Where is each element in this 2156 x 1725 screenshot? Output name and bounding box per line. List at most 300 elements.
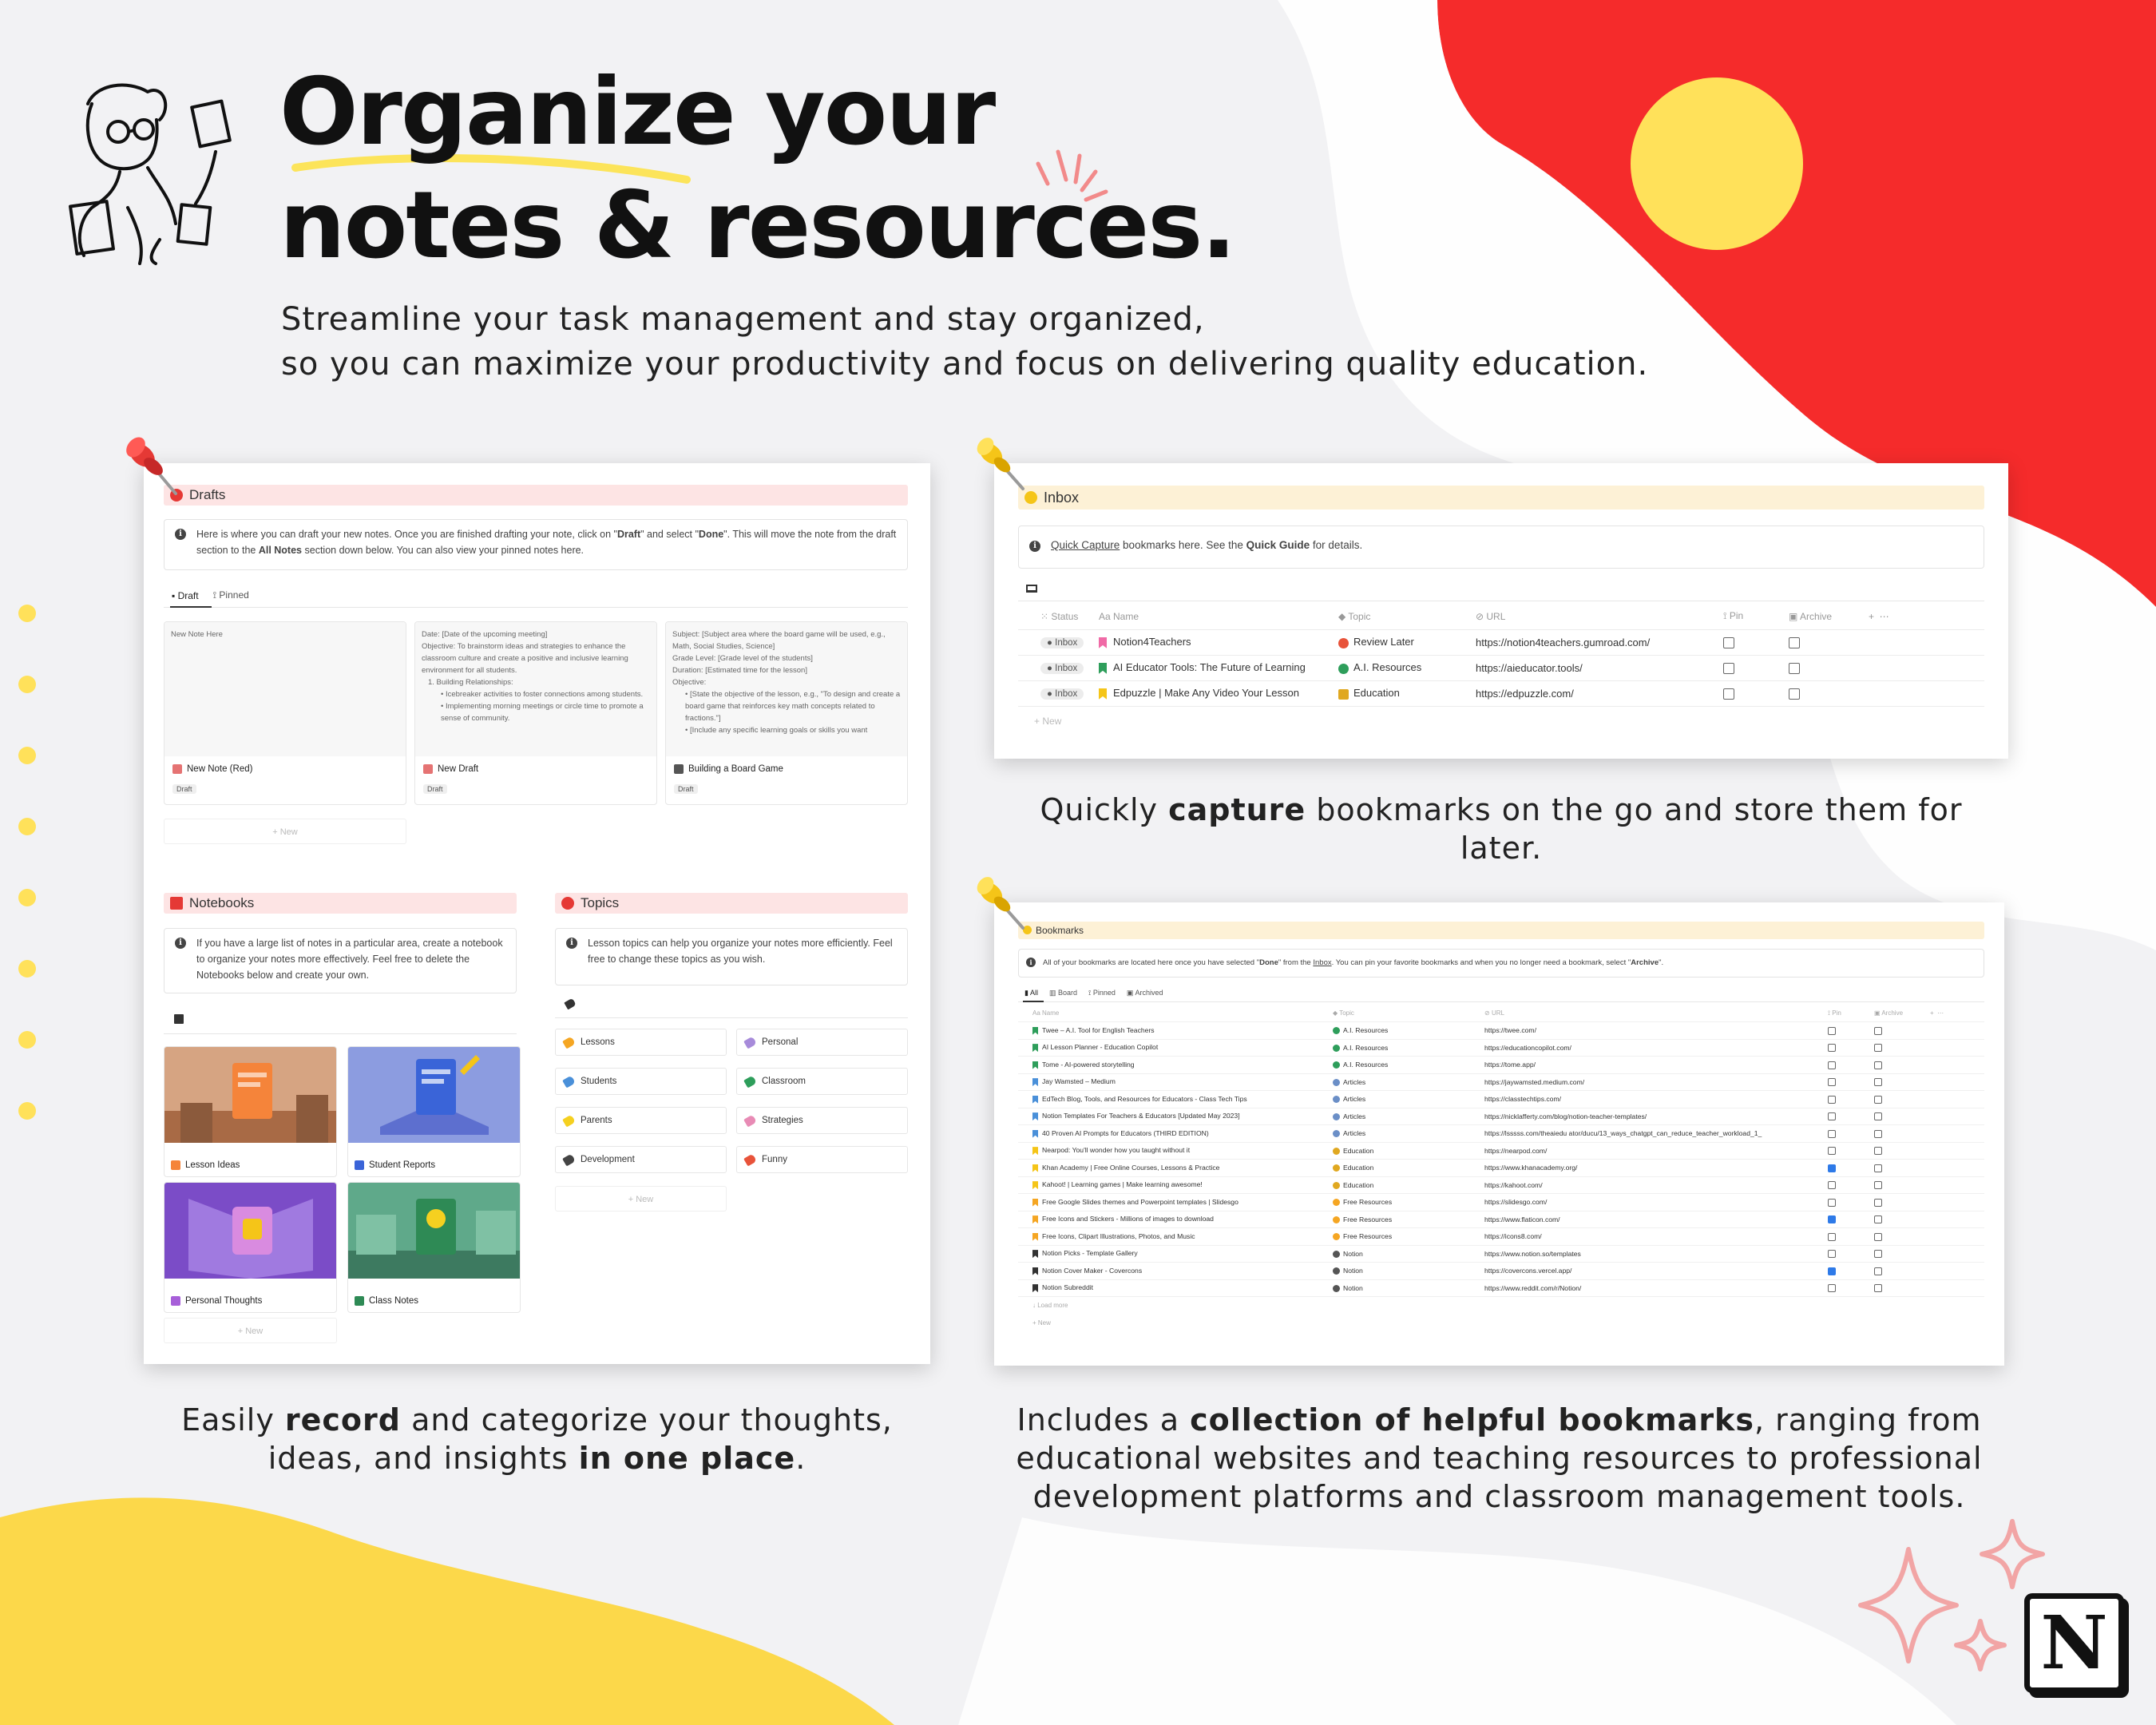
- column-pin[interactable]: ⟟ Pin: [1718, 604, 1784, 629]
- add-column-button[interactable]: + ⋯: [1864, 604, 1984, 629]
- archive-checkbox[interactable]: [1874, 1164, 1882, 1172]
- notebook-card[interactable]: [347, 1182, 521, 1313]
- title-text: New Draft: [438, 764, 479, 774]
- column-pin[interactable]: ⟟ Pin: [1825, 1005, 1871, 1022]
- table-header-row: [1018, 604, 1984, 629]
- bookmark-icon: [1032, 1130, 1038, 1138]
- tab-draft[interactable]: ▪ Draft: [172, 589, 199, 601]
- notes-caption: [144, 1401, 930, 1477]
- topic-icon: [1333, 1199, 1340, 1206]
- preview-line: Subject: [Subject area where the board game will be used, e.g., Math, Social Studies, Science]: [672, 630, 886, 651]
- bookmark-icon: [1099, 663, 1107, 674]
- red-note-icon: [172, 764, 182, 774]
- topic-text: A.I. Resources: [1343, 1026, 1389, 1035]
- preview-line: 1. Building Relationships:: [428, 678, 513, 687]
- topic-text: Free Resources: [1343, 1198, 1393, 1207]
- archive-checkbox[interactable]: [1874, 1061, 1882, 1069]
- label-text: Lesson Ideas: [185, 1160, 240, 1170]
- table-row[interactable]: [1018, 1245, 1984, 1263]
- bookmark-icon: [1032, 1078, 1038, 1086]
- yellow-pushpin-icon: [970, 433, 1034, 497]
- notebooks-new-button[interactable]: + New: [164, 1318, 337, 1343]
- table-row[interactable]: [1018, 1073, 1984, 1091]
- pin-checkbox[interactable]: [1828, 1061, 1836, 1069]
- topic-classroom[interactable]: [736, 1068, 908, 1095]
- callout-text: Lesson topics can help you organize your notes more efficiently. Feel free to change these topics as you wish.: [588, 938, 893, 965]
- archive-checkbox[interactable]: [1874, 1199, 1882, 1207]
- caption-line3: development platforms and classroom management tools.: [1032, 1479, 1966, 1514]
- topic-icon: [1333, 1045, 1340, 1052]
- url-cell[interactable]: https://www.khanacademy.org/: [1481, 1160, 1825, 1177]
- archive-checkbox[interactable]: [1874, 1027, 1882, 1035]
- name-text: EdTech Blog, Tools, and Resources for Educators - Class Tech Tips: [1042, 1094, 1247, 1103]
- add-column-button[interactable]: + ⋯: [1927, 1005, 1984, 1022]
- pin-checkbox[interactable]: [1723, 637, 1734, 648]
- caption-line1: [994, 1401, 2004, 1439]
- column-label: Pin: [1832, 1009, 1841, 1017]
- drafts-header: [164, 485, 908, 506]
- board-game-icon: [674, 764, 684, 774]
- topic-students[interactable]: [555, 1068, 727, 1095]
- books-orange-image: [164, 1047, 337, 1143]
- tag-icon: [743, 1153, 757, 1166]
- pin-checkbox[interactable]: [1723, 688, 1734, 700]
- topic-strategies[interactable]: [736, 1107, 908, 1134]
- column-label: Pin: [1729, 610, 1744, 622]
- table-row[interactable]: [1018, 1108, 1984, 1125]
- table-row[interactable]: [1018, 1091, 1984, 1108]
- archive-checkbox[interactable]: [1874, 1267, 1882, 1275]
- name-cell[interactable]: [1094, 629, 1334, 655]
- label-text: Personal Thoughts: [185, 1296, 263, 1306]
- name-cell[interactable]: [1018, 1211, 1330, 1228]
- bookmark-icon: [1032, 1181, 1038, 1189]
- column-status[interactable]: ⁙ Status: [1018, 604, 1094, 629]
- drafts-new-button[interactable]: + New: [164, 819, 406, 844]
- url-cell[interactable]: https://jaywamsted.medium.com/: [1481, 1073, 1825, 1091]
- caption-text: .: [795, 1441, 807, 1476]
- name-text: Notion Picks - Template Gallery: [1042, 1249, 1138, 1258]
- pin-checkbox[interactable]: [1828, 1147, 1836, 1155]
- name-cell[interactable]: [1018, 1263, 1330, 1280]
- name-cell[interactable]: [1018, 1279, 1330, 1297]
- topic-cell[interactable]: [1330, 1125, 1481, 1143]
- tab-active-underline: [170, 606, 212, 608]
- tag-icon: [562, 1075, 576, 1088]
- table-row[interactable]: [1018, 1022, 1984, 1040]
- topic-cell[interactable]: [1330, 1279, 1481, 1297]
- topic-icon: [1333, 1148, 1340, 1155]
- pin-checkbox[interactable]: [1828, 1027, 1836, 1035]
- callout-bold: Done: [698, 529, 724, 540]
- name-text: AI Lesson Planner - Education Copilot: [1042, 1043, 1159, 1052]
- topic-cell[interactable]: [1330, 1091, 1481, 1108]
- topic-icon: [1333, 1285, 1340, 1292]
- topic-personal[interactable]: [736, 1029, 908, 1056]
- url-cell[interactable]: https://www.notion.so/templates: [1481, 1245, 1825, 1263]
- url-cell[interactable]: https://www.flaticon.com/: [1481, 1211, 1825, 1228]
- info-icon: i: [566, 938, 577, 949]
- url-cell[interactable]: https://tome.app/: [1481, 1057, 1825, 1074]
- pin-checkbox[interactable]: [1828, 1284, 1836, 1292]
- name-text: Kahoot! | Learning games | Make learning awesome!: [1042, 1180, 1203, 1189]
- notebooks-callout: [164, 928, 517, 993]
- url-cell[interactable]: https://kahoot.com/: [1481, 1176, 1825, 1194]
- pin-checkbox[interactable]: [1828, 1164, 1836, 1172]
- table-row[interactable]: [1018, 680, 1984, 706]
- topic-label: Personal: [762, 1037, 799, 1047]
- name-text: Free Google Slides themes and Powerpoint templates | Slidesgo: [1042, 1197, 1239, 1206]
- topic-icon: [1333, 1267, 1340, 1275]
- tag-icon: [562, 1036, 576, 1049]
- archive-checkbox[interactable]: [1874, 1147, 1882, 1155]
- archive-checkbox[interactable]: [1789, 663, 1800, 674]
- caption-bold: in one place: [578, 1441, 796, 1476]
- column-label: Archive: [1881, 1009, 1904, 1017]
- bookmark-icon: [1032, 1044, 1038, 1052]
- tab-archived[interactable]: ▣ Archived: [1126, 989, 1163, 997]
- archive-checkbox[interactable]: [1874, 1181, 1882, 1189]
- bookmarks-callout: [1018, 949, 1984, 978]
- callout-text: ". This will move the note from the draft section to the: [196, 529, 897, 556]
- bookmarks-new-button[interactable]: + New: [1032, 1319, 1051, 1326]
- archive-checkbox[interactable]: [1874, 1096, 1882, 1104]
- table-row[interactable]: [1018, 1194, 1984, 1211]
- topic-icon: [1333, 1061, 1340, 1069]
- pin-checkbox[interactable]: [1828, 1267, 1836, 1275]
- preview-line: Grade Level: [Grade level of the students]: [672, 654, 813, 663]
- quick-capture-link[interactable]: Quick Capture: [1051, 539, 1120, 551]
- tab-label: Pinned: [1092, 989, 1116, 997]
- topic-cell[interactable]: [1334, 655, 1471, 680]
- table-row[interactable]: [1018, 1039, 1984, 1057]
- bookmark-icon: [1032, 1164, 1038, 1172]
- pin-checkbox[interactable]: [1828, 1078, 1836, 1086]
- bookmark-icon: [1032, 1233, 1038, 1241]
- status-badge[interactable]: ● Inbox: [1040, 688, 1084, 700]
- callout-bold: All Notes: [258, 545, 303, 556]
- notebook-label: [355, 1296, 418, 1306]
- notebook-card[interactable]: [164, 1046, 337, 1177]
- topic-text: Notion: [1343, 1283, 1363, 1292]
- url-cell[interactable]: https://nicklafferty.com/blog/notion-teacher-templates/: [1481, 1108, 1825, 1125]
- hero-title-line1: Organize your: [279, 58, 995, 166]
- url-cell[interactable]: https://slidesgo.com/: [1481, 1194, 1825, 1211]
- tab-label: Board: [1058, 989, 1078, 997]
- preview-text: New Note Here: [171, 630, 223, 639]
- table-row[interactable]: [1018, 1263, 1984, 1280]
- pin-checkbox[interactable]: [1828, 1233, 1836, 1241]
- topic-cell[interactable]: [1330, 1211, 1481, 1228]
- topic-label: Funny: [762, 1155, 787, 1164]
- column-topic[interactable]: ◆ Topic: [1334, 604, 1471, 629]
- notebook-label: [171, 1160, 240, 1170]
- topics-callout: [555, 928, 908, 985]
- topic-cell[interactable]: [1330, 1142, 1481, 1160]
- table-row[interactable]: [1018, 1211, 1984, 1228]
- name-text: AI Educator Tools: The Future of Learning: [1113, 661, 1306, 674]
- name-cell[interactable]: [1018, 1091, 1330, 1108]
- tab-pinned[interactable]: ⟟ Pinned: [212, 589, 249, 601]
- caption-text: , ranging from: [1754, 1402, 1982, 1438]
- name-cell[interactable]: [1018, 1073, 1330, 1091]
- hero-subtitle-line1: Streamline your task management and stay organized,: [281, 301, 1205, 338]
- character-illustration: [70, 85, 230, 264]
- tag-view-icon[interactable]: [564, 998, 576, 1010]
- draft-tag: Draft: [674, 784, 698, 794]
- hero-title-line2: notes & resources.: [279, 172, 1235, 280]
- topics-new-button[interactable]: + New: [555, 1186, 727, 1211]
- title-text: New Note (Red): [187, 764, 253, 774]
- tag-icon: [743, 1114, 757, 1127]
- name-cell[interactable]: [1018, 1039, 1330, 1057]
- topic-cell[interactable]: [1330, 1194, 1481, 1211]
- archive-checkbox[interactable]: [1874, 1044, 1882, 1052]
- archive-checkbox[interactable]: [1874, 1215, 1882, 1223]
- preview-line: • [State the objective of the lesson, e.g., "To design and create a board game that reinforces key math concepts related to fractions."]: [685, 690, 901, 723]
- preview-line: Objective: To brainstorm ideas and strategies to enhance the classroom culture and create a positive and inclusive learning environment for all students.: [422, 642, 628, 675]
- name-cell[interactable]: [1094, 680, 1334, 706]
- topic-cell[interactable]: [1330, 1228, 1481, 1246]
- column-archive[interactable]: ▣ Archive: [1871, 1005, 1927, 1022]
- archive-checkbox[interactable]: [1874, 1233, 1882, 1241]
- topic-funny[interactable]: [736, 1146, 908, 1173]
- column-url[interactable]: ⊘ URL: [1481, 1005, 1825, 1022]
- caption-text: Includes a: [1017, 1402, 1191, 1438]
- topic-cell[interactable]: [1330, 1160, 1481, 1177]
- topic-text: Articles: [1343, 1077, 1366, 1086]
- preview-line: • Icebreaker activities to foster connections among students.: [441, 690, 644, 699]
- pin-checkbox[interactable]: [1828, 1044, 1836, 1052]
- table-row[interactable]: [1018, 1160, 1984, 1177]
- name-cell[interactable]: [1018, 1245, 1330, 1263]
- callout-text: . You can pin your favorite bookmarks and when you no longer need a bookmark, select ": [1331, 958, 1631, 967]
- topic-icon: [1333, 1233, 1340, 1240]
- topic-cell[interactable]: [1330, 1108, 1481, 1125]
- bookmark-icon: [1032, 1096, 1038, 1104]
- drafts-header-label: Drafts: [189, 487, 226, 502]
- notebook-label: [171, 1296, 262, 1306]
- callout-bold: Draft: [616, 529, 641, 540]
- topic-icon: [1333, 1113, 1340, 1120]
- topic-cell[interactable]: [1330, 1039, 1481, 1057]
- pin-checkbox[interactable]: [1828, 1130, 1836, 1138]
- status-badge[interactable]: ● Inbox: [1040, 637, 1084, 648]
- name-cell[interactable]: [1018, 1194, 1330, 1211]
- preview-line: Duration: [Estimated time for the lesson]: [672, 666, 807, 675]
- inbox-view-icon[interactable]: [1026, 585, 1037, 593]
- column-topic[interactable]: ◆ Topic: [1330, 1005, 1481, 1022]
- inbox-new-button[interactable]: + New: [1034, 716, 1062, 727]
- name-text: Twee – A.I. Tool for English Teachers: [1042, 1025, 1155, 1034]
- bookmark-icon: [1032, 1112, 1038, 1120]
- column-label: URL: [1486, 610, 1506, 622]
- topic-icon: [1338, 689, 1349, 700]
- caption-line1: [144, 1401, 930, 1439]
- archive-checkbox[interactable]: [1874, 1284, 1882, 1292]
- pin-checkbox[interactable]: [1828, 1250, 1836, 1258]
- url-cell[interactable]: https://www.reddit.com/r/Notion/: [1481, 1279, 1825, 1297]
- url-cell[interactable]: https://classtechtips.com/: [1481, 1091, 1825, 1108]
- green-book-icon: [355, 1296, 364, 1306]
- topic-icon: [1333, 1251, 1340, 1258]
- bookmark-icon: [1099, 637, 1107, 648]
- preview-line: Date: [Date of the upcoming meeting]: [422, 630, 548, 639]
- column-url[interactable]: ⊘ URL: [1471, 604, 1718, 629]
- table-row[interactable]: [1018, 1279, 1984, 1297]
- table-row[interactable]: [1018, 629, 1984, 655]
- caption-line2: [144, 1439, 930, 1477]
- topic-cell[interactable]: [1330, 1057, 1481, 1074]
- url-cell[interactable]: https://educationcopilot.com/: [1481, 1039, 1825, 1057]
- column-name[interactable]: Aa Name: [1094, 604, 1334, 629]
- url-cell[interactable]: https://twee.com/: [1481, 1022, 1825, 1040]
- table-row[interactable]: [1018, 1142, 1984, 1160]
- archive-checkbox[interactable]: [1789, 688, 1800, 700]
- topic-lessons[interactable]: [555, 1029, 727, 1056]
- tab-pinned[interactable]: ⟟ Pinned: [1088, 989, 1116, 997]
- status-badge[interactable]: ● Inbox: [1040, 663, 1084, 674]
- topic-cell[interactable]: [1330, 1073, 1481, 1091]
- topic-icon: [1333, 1216, 1340, 1223]
- preview-line: • Implementing morning meetings or circle time to promote a sense of community.: [441, 702, 644, 723]
- drafts-callout: [164, 519, 908, 570]
- topic-label: Development: [581, 1155, 635, 1164]
- tab-all[interactable]: ▮ All: [1024, 989, 1038, 997]
- load-more-button[interactable]: ↓ Load more: [1032, 1302, 1068, 1309]
- topic-development[interactable]: [555, 1146, 727, 1173]
- url-cell[interactable]: https://notion4teachers.gumroad.com/: [1471, 629, 1718, 655]
- column-name[interactable]: Aa Name: [1018, 1005, 1330, 1022]
- topic-parents[interactable]: [555, 1107, 727, 1134]
- url-cell[interactable]: https://covercons.vercel.app/: [1481, 1263, 1825, 1280]
- bookmarks-table: [1018, 1005, 1984, 1297]
- notebook-label: [355, 1160, 435, 1170]
- name-cell[interactable]: [1018, 1057, 1330, 1074]
- topic-cell[interactable]: [1334, 680, 1471, 706]
- column-archive[interactable]: ▣ Archive: [1784, 604, 1864, 629]
- name-cell[interactable]: [1018, 1108, 1330, 1125]
- callout-text: Here is where you can draft your new notes. Once you are finished drafting your note, click on ": [196, 529, 617, 540]
- topic-cell[interactable]: [1330, 1245, 1481, 1263]
- archive-checkbox[interactable]: [1874, 1250, 1882, 1258]
- archive-checkbox[interactable]: [1789, 637, 1800, 648]
- name-cell[interactable]: [1018, 1228, 1330, 1246]
- tab-label: Archived: [1135, 989, 1163, 997]
- bookmark-icon: [1032, 1061, 1038, 1069]
- column-label: Topic: [1339, 1009, 1354, 1017]
- table-row[interactable]: [1018, 1125, 1984, 1143]
- topic-text: Education: [1343, 1180, 1374, 1189]
- draft-card[interactable]: [665, 621, 908, 805]
- column-label: URL: [1491, 1009, 1504, 1017]
- notebook-view-icon[interactable]: [174, 1014, 184, 1024]
- topic-cell[interactable]: [1330, 1022, 1481, 1040]
- name-cell[interactable]: [1018, 1160, 1330, 1177]
- tag-icon: [743, 1036, 757, 1049]
- topic-text: Notion: [1343, 1249, 1363, 1258]
- topic-cell[interactable]: [1330, 1176, 1481, 1194]
- topic-label: Strategies: [762, 1116, 803, 1125]
- tab-board[interactable]: ▥ Board: [1048, 989, 1078, 997]
- topic-text: Education: [1353, 687, 1400, 700]
- pin-checkbox[interactable]: [1828, 1199, 1836, 1207]
- pin-checkbox[interactable]: [1828, 1215, 1836, 1223]
- table-row[interactable]: [1018, 655, 1984, 680]
- topic-text: A.I. Resources: [1343, 1043, 1389, 1052]
- bookmarks-header-label: Bookmarks: [1036, 925, 1084, 936]
- table-row[interactable]: [1018, 1057, 1984, 1074]
- table-header-row: [1018, 1005, 1984, 1022]
- preview-line: • [Include any specific learning goals or skills you want: [685, 726, 868, 735]
- url-cell[interactable]: https://icons8.com/: [1481, 1228, 1825, 1246]
- label-text: Class Notes: [369, 1296, 418, 1306]
- inbox-link[interactable]: Inbox: [1313, 958, 1332, 967]
- callout-bold: Archive: [1631, 958, 1659, 967]
- pin-checkbox[interactable]: [1828, 1096, 1836, 1104]
- callout-text: If you have a large list of notes in a particular area, create a notebook to organize your notes more effectively. Feel free to delete the Notebooks below and create your own.: [196, 938, 503, 981]
- archive-checkbox[interactable]: [1874, 1112, 1882, 1120]
- table-row[interactable]: [1018, 1228, 1984, 1246]
- archive-checkbox[interactable]: [1874, 1078, 1882, 1086]
- books-green-image: [348, 1183, 521, 1279]
- tabs-divider: [164, 607, 908, 608]
- name-text: Notion Subreddit: [1042, 1283, 1094, 1292]
- bookmarks-caption: [994, 1401, 2004, 1516]
- name-cell[interactable]: [1018, 1125, 1330, 1143]
- bookmark-icon: [1032, 1199, 1038, 1207]
- draft-card-preview: [164, 622, 406, 756]
- title-text: Building a Board Game: [688, 764, 783, 774]
- draft-card-title: [172, 764, 252, 774]
- draft-card-preview: [415, 622, 656, 756]
- caption-bold: collection of helpful bookmarks: [1190, 1402, 1754, 1438]
- notebook-card[interactable]: [164, 1182, 337, 1313]
- topic-cell[interactable]: [1334, 629, 1471, 655]
- url-cell[interactable]: https://nearpod.com/: [1481, 1142, 1825, 1160]
- pin-checkbox[interactable]: [1828, 1181, 1836, 1189]
- name-cell[interactable]: [1018, 1142, 1330, 1160]
- name-cell[interactable]: [1018, 1176, 1330, 1194]
- archive-checkbox[interactable]: [1874, 1130, 1882, 1138]
- topic-icon: [1333, 1130, 1340, 1137]
- inbox-header-label: Inbox: [1044, 489, 1080, 506]
- draft-card[interactable]: [164, 621, 406, 805]
- topics-header-label: Topics: [581, 895, 620, 910]
- info-icon: i: [175, 938, 186, 949]
- notebook-card[interactable]: [347, 1046, 521, 1177]
- column-label: Archive: [1800, 610, 1833, 622]
- status-label: Inbox: [1055, 689, 1078, 699]
- url-cell[interactable]: https://lsssss.com/theaiedu ator/ducu/13_ways_chatgpt_can_reduce_teacher_workload_1_: [1481, 1125, 1825, 1143]
- bookmarks-table-body: [1018, 1022, 1984, 1297]
- draft-card[interactable]: [414, 621, 657, 805]
- url-cell[interactable]: https://edpuzzle.com/: [1471, 680, 1718, 706]
- caption-text: and categorize your thoughts,: [400, 1402, 893, 1438]
- books-purple-image: [164, 1183, 337, 1279]
- pin-checkbox[interactable]: [1828, 1112, 1836, 1120]
- info-icon: i: [175, 529, 186, 540]
- topic-cell[interactable]: [1330, 1263, 1481, 1280]
- table-row[interactable]: [1018, 1176, 1984, 1194]
- tag-icon: [743, 1075, 757, 1088]
- name-text: Notion Cover Maker - Covercons: [1042, 1266, 1143, 1275]
- caption-bold: capture: [1168, 792, 1306, 827]
- url-cell[interactable]: https://aieducator.tools/: [1471, 655, 1718, 680]
- name-cell[interactable]: [1018, 1022, 1330, 1040]
- name-cell[interactable]: [1094, 655, 1334, 680]
- pin-checkbox[interactable]: [1723, 663, 1734, 674]
